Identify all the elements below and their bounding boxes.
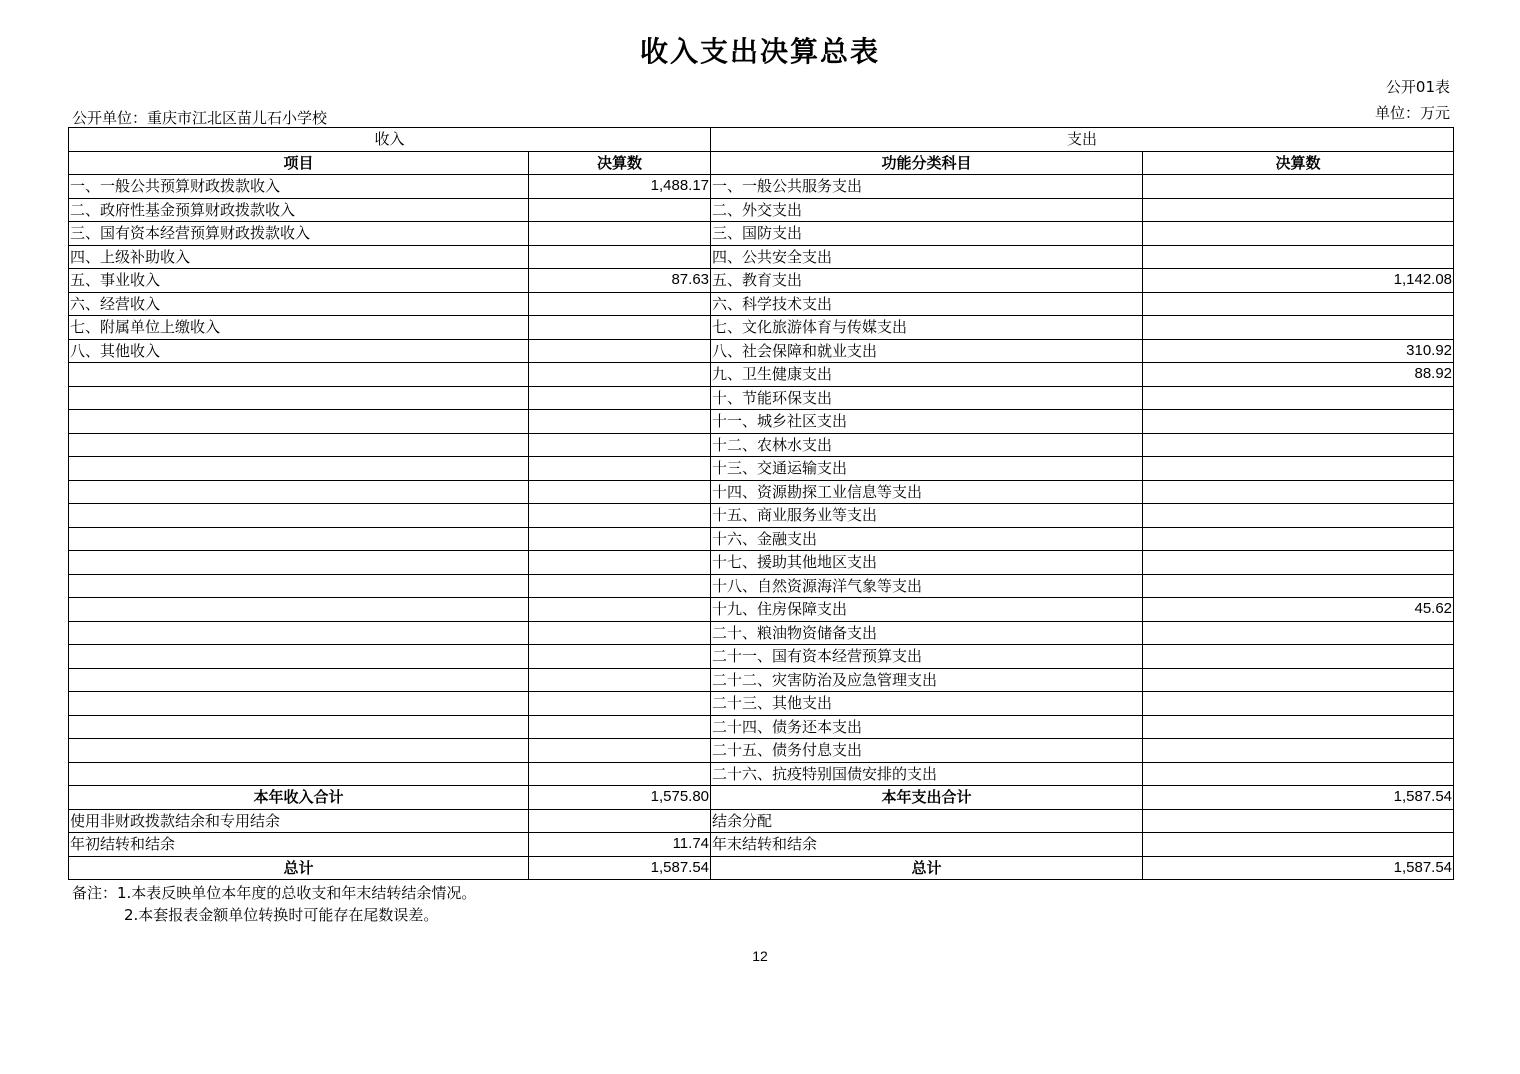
table-row <box>69 527 1454 551</box>
table-row <box>69 175 1454 199</box>
table-row <box>69 645 1454 669</box>
expense-item-cell: 八、社会保障和就业支出 <box>711 339 1143 363</box>
expense-amount-cell <box>1143 668 1454 692</box>
expense-amount-cell <box>1143 551 1454 575</box>
table-row <box>69 692 1454 716</box>
expense-item-cell: 总计 <box>711 856 1143 880</box>
income-amount-cell: 1,488.17 <box>529 175 711 199</box>
income-item-cell <box>69 762 529 786</box>
table-row <box>69 269 1454 293</box>
expense-amount-cell: 45.62 <box>1143 598 1454 622</box>
income-amount-cell <box>529 433 711 457</box>
income-amount-cell <box>529 668 711 692</box>
income-item-cell <box>69 410 529 434</box>
expense-amount-cell <box>1143 833 1454 857</box>
expense-amount-cell <box>1143 410 1454 434</box>
expense-item-cell: 十、节能环保支出 <box>711 386 1143 410</box>
expense-item-cell: 二十、粮油物资储备支出 <box>711 621 1143 645</box>
income-amount-cell <box>529 363 711 387</box>
expense-amount-cell: 88.92 <box>1143 363 1454 387</box>
expense-amount-cell <box>1143 621 1454 645</box>
income-amount-cell <box>529 316 711 340</box>
income-item-cell: 六、经营收入 <box>69 292 529 316</box>
income-amount-column-header: 决算数 <box>529 151 711 175</box>
expense-amount-cell <box>1143 715 1454 739</box>
income-amount-cell <box>529 292 711 316</box>
income-amount-cell: 11.74 <box>529 833 711 857</box>
currency-unit: 单位：万元 <box>1374 104 1450 122</box>
expense-item-cell: 十四、资源勘探工业信息等支出 <box>711 480 1143 504</box>
income-item-cell: 使用非财政拨款结余和专用结余 <box>69 809 529 833</box>
expense-item-cell: 三、国防支出 <box>711 222 1143 246</box>
expense-item-cell: 年末结转和结余 <box>711 833 1143 857</box>
expense-item-cell: 九、卫生健康支出 <box>711 363 1143 387</box>
grand-total-row <box>69 856 1454 880</box>
reporting-organization: 公开单位：重庆市江北区苗儿石小学校 <box>72 109 328 127</box>
income-amount-cell <box>529 480 711 504</box>
expense-amount-cell: 1,587.54 <box>1143 786 1454 810</box>
expense-item-cell: 十三、交通运输支出 <box>711 457 1143 481</box>
income-amount-cell: 1,587.54 <box>529 856 711 880</box>
income-amount-cell <box>529 645 711 669</box>
expense-amount-column-header: 决算数 <box>1143 151 1454 175</box>
table-row <box>69 504 1454 528</box>
income-item-cell: 年初结转和结余 <box>69 833 529 857</box>
expense-item-cell: 十七、援助其他地区支出 <box>711 551 1143 575</box>
income-amount-cell <box>529 410 711 434</box>
income-amount-cell <box>529 715 711 739</box>
expense-item-cell: 十九、住房保障支出 <box>711 598 1143 622</box>
income-amount-cell <box>529 551 711 575</box>
income-item-cell: 本年收入合计 <box>69 786 529 810</box>
income-amount-cell <box>529 386 711 410</box>
expense-amount-cell: 310.92 <box>1143 339 1454 363</box>
year-total-row <box>69 786 1454 810</box>
expense-item-cell: 二十三、其他支出 <box>711 692 1143 716</box>
income-amount-cell <box>529 809 711 833</box>
expense-item-cell: 十八、自然资源海洋气象等支出 <box>711 574 1143 598</box>
income-amount-cell <box>529 504 711 528</box>
expense-amount-cell: 1,142.08 <box>1143 269 1454 293</box>
table-row <box>69 833 1454 857</box>
expense-amount-cell <box>1143 386 1454 410</box>
expense-amount-cell <box>1143 739 1454 763</box>
income-item-cell: 五、事业收入 <box>69 269 529 293</box>
expense-item-cell: 二十二、灾害防治及应急管理支出 <box>711 668 1143 692</box>
table-row <box>69 386 1454 410</box>
expense-amount-cell <box>1143 504 1454 528</box>
income-item-cell: 三、国有资本经营预算财政拨款收入 <box>69 222 529 246</box>
table-body <box>69 175 1454 880</box>
income-item-cell <box>69 692 529 716</box>
income-amount-cell <box>529 222 711 246</box>
income-item-cell <box>69 504 529 528</box>
table-row <box>69 739 1454 763</box>
income-amount-cell <box>529 621 711 645</box>
expense-item-cell: 二十一、国有资本经营预算支出 <box>711 645 1143 669</box>
income-amount-cell <box>529 739 711 763</box>
income-item-cell: 总计 <box>69 856 529 880</box>
income-item-cell <box>69 621 529 645</box>
income-item-cell: 二、政府性基金预算财政拨款收入 <box>69 198 529 222</box>
form-number: 公开01表 <box>1385 78 1450 96</box>
income-item-cell <box>69 598 529 622</box>
table-row <box>69 574 1454 598</box>
expense-item-cell: 本年支出合计 <box>711 786 1143 810</box>
column-header-row <box>69 151 1454 175</box>
income-item-cell <box>69 668 529 692</box>
expense-item-cell: 二十六、抗疫特别国债安排的支出 <box>711 762 1143 786</box>
table-row <box>69 198 1454 222</box>
expense-section-header: 支出 <box>711 128 1454 152</box>
page-number: 12 <box>752 948 768 964</box>
expense-amount-cell <box>1143 222 1454 246</box>
expense-amount-cell <box>1143 198 1454 222</box>
expense-item-cell: 十五、商业服务业等支出 <box>711 504 1143 528</box>
note-line-1: 备注：1.本表反映单位本年度的总收支和年末结转结余情况。 <box>72 884 477 902</box>
table-row <box>69 809 1454 833</box>
expense-amount-cell <box>1143 175 1454 199</box>
income-amount-cell <box>529 457 711 481</box>
income-item-cell <box>69 433 529 457</box>
expense-item-cell: 六、科学技术支出 <box>711 292 1143 316</box>
report-title: 收入支出决算总表 <box>639 35 880 68</box>
income-item-cell: 八、其他收入 <box>69 339 529 363</box>
income-item-cell <box>69 363 529 387</box>
income-item-cell <box>69 645 529 669</box>
income-amount-cell <box>529 245 711 269</box>
table-row <box>69 292 1454 316</box>
expense-item-cell: 七、文化旅游体育与传媒支出 <box>711 316 1143 340</box>
item-column-header: 项目 <box>69 151 529 175</box>
table-row <box>69 410 1454 434</box>
table-row <box>69 339 1454 363</box>
expense-amount-cell <box>1143 457 1454 481</box>
expense-item-cell: 二、外交支出 <box>711 198 1143 222</box>
table-row <box>69 363 1454 387</box>
expense-amount-cell <box>1143 809 1454 833</box>
income-amount-cell <box>529 198 711 222</box>
expense-amount-cell <box>1143 527 1454 551</box>
table-row <box>69 762 1454 786</box>
expense-item-cell: 十六、金融支出 <box>711 527 1143 551</box>
income-item-cell <box>69 480 529 504</box>
income-amount-cell: 1,575.80 <box>529 786 711 810</box>
function-category-column-header: 功能分类科目 <box>711 151 1143 175</box>
table-row <box>69 715 1454 739</box>
income-amount-cell <box>529 339 711 363</box>
expense-item-cell: 一、一般公共服务支出 <box>711 175 1143 199</box>
table-row <box>69 245 1454 269</box>
income-item-cell <box>69 386 529 410</box>
income-section-header: 收入 <box>69 128 711 152</box>
income-amount-cell: 87.63 <box>529 269 711 293</box>
expense-amount-cell <box>1143 292 1454 316</box>
expense-item-cell: 十一、城乡社区支出 <box>711 410 1143 434</box>
expense-amount-cell <box>1143 245 1454 269</box>
expense-amount-cell: 1,587.54 <box>1143 856 1454 880</box>
table-row <box>69 598 1454 622</box>
table-row <box>69 457 1454 481</box>
income-amount-cell <box>529 598 711 622</box>
note-line-2: 2.本套报表金额单位转换时可能存在尾数误差。 <box>124 906 439 924</box>
expense-item-cell: 五、教育支出 <box>711 269 1143 293</box>
table-row <box>69 316 1454 340</box>
income-amount-cell <box>529 527 711 551</box>
section-header-row <box>69 128 1454 152</box>
income-expense-table <box>68 127 1454 880</box>
income-amount-cell <box>529 692 711 716</box>
income-amount-cell <box>529 762 711 786</box>
income-item-cell <box>69 739 529 763</box>
expense-amount-cell <box>1143 762 1454 786</box>
expense-item-cell: 二十四、债务还本支出 <box>711 715 1143 739</box>
expense-amount-cell <box>1143 316 1454 340</box>
expense-item-cell: 结余分配 <box>711 809 1143 833</box>
expense-amount-cell <box>1143 692 1454 716</box>
table-row <box>69 480 1454 504</box>
income-item-cell: 七、附属单位上缴收入 <box>69 316 529 340</box>
notes <box>72 882 476 926</box>
expense-item-cell: 二十五、债务付息支出 <box>711 739 1143 763</box>
table-row <box>69 433 1454 457</box>
income-item-cell: 四、上级补助收入 <box>69 245 529 269</box>
income-item-cell <box>69 574 529 598</box>
income-amount-cell <box>529 574 711 598</box>
table-row <box>69 222 1454 246</box>
expense-item-cell: 四、公共安全支出 <box>711 245 1143 269</box>
expense-amount-cell <box>1143 433 1454 457</box>
table-row <box>69 668 1454 692</box>
income-item-cell: 一、一般公共预算财政拨款收入 <box>69 175 529 199</box>
income-item-cell <box>69 551 529 575</box>
expense-amount-cell <box>1143 645 1454 669</box>
income-item-cell <box>69 715 529 739</box>
income-item-cell <box>69 527 529 551</box>
expense-amount-cell <box>1143 574 1454 598</box>
table-row <box>69 551 1454 575</box>
income-item-cell <box>69 457 529 481</box>
table-row <box>69 621 1454 645</box>
expense-item-cell: 十二、农林水支出 <box>711 433 1143 457</box>
expense-amount-cell <box>1143 480 1454 504</box>
